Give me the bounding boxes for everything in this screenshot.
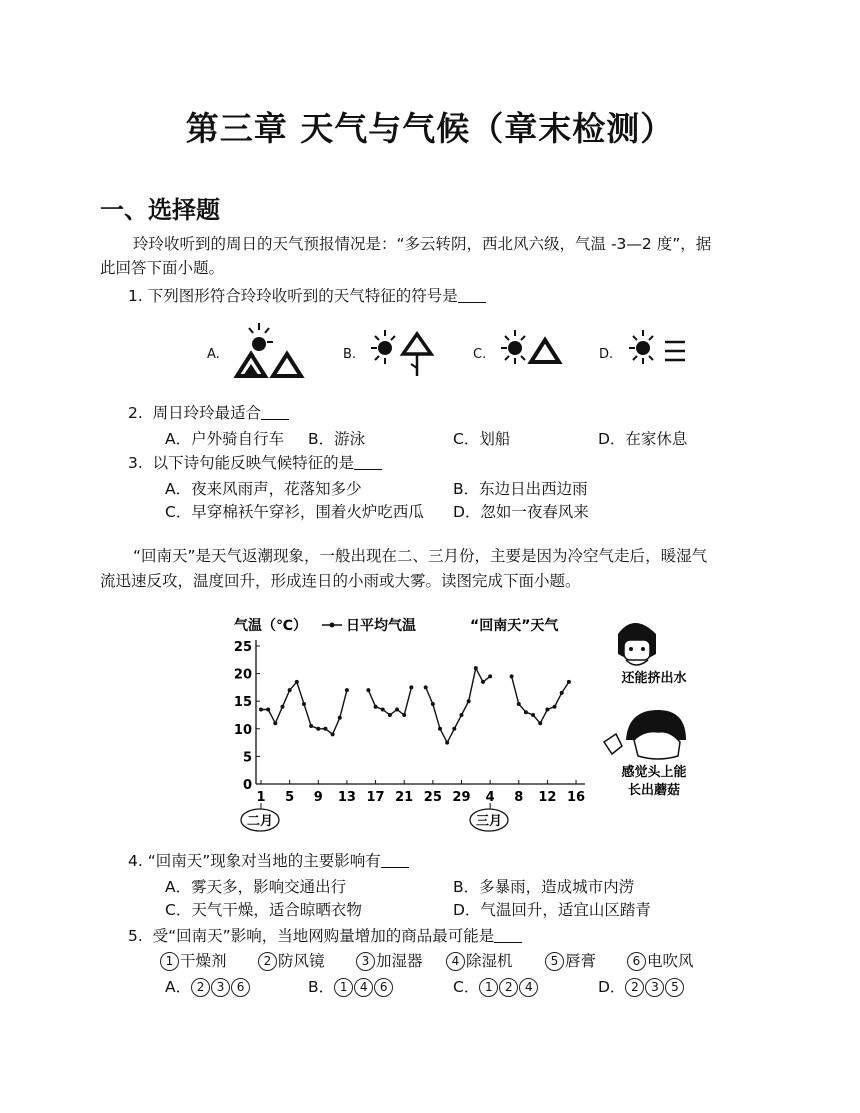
- weather-symbols: [195, 318, 705, 388]
- svg-text:二月: 二月: [246, 814, 274, 829]
- q5-option-b: B． 1 4 6: [308, 975, 394, 997]
- q3-option-d: D．忽如一夜春风来: [453, 503, 589, 521]
- data-point: [366, 688, 370, 692]
- data-point: [402, 713, 406, 717]
- intro2-line1: “回南天”是天气返潮现象，一般出现在二、三月份，主要是因为冷空气走后，暖湿气: [133, 547, 708, 565]
- q3-option-c: C．早穿棉袄午穿衫，围着火炉吃西瓜: [165, 503, 424, 521]
- series-line: [512, 676, 569, 723]
- data-point: [488, 674, 492, 678]
- data-point: [309, 724, 313, 728]
- data-point: [388, 713, 392, 717]
- month-label-mar: [470, 809, 508, 831]
- q1-option-b-label: B.: [343, 347, 357, 362]
- section-heading: 一、选择题: [100, 196, 220, 224]
- q4-option-c: C．天气干燥，适合晾晒衣物: [165, 901, 362, 919]
- data-point: [295, 680, 299, 684]
- cartoon-caption-2b: 长出蘑菇: [627, 783, 681, 798]
- q1-option-d-label: D.: [599, 347, 614, 362]
- data-point: [424, 685, 428, 689]
- series-line: [368, 687, 411, 715]
- data-point: [431, 702, 435, 706]
- q4-option-b: B．多暴雨，造成城市内涝: [453, 878, 635, 896]
- data-point: [531, 713, 535, 717]
- x-tick-label: 5: [285, 790, 295, 805]
- chart-right-label: “回南天”天气: [470, 618, 559, 634]
- q3-number: 3.: [128, 454, 143, 472]
- q5-number: 5.: [128, 927, 143, 945]
- q5-option-a: A． 2 3 6: [165, 975, 251, 997]
- q5-item-3: 3 加湿器: [356, 949, 423, 971]
- month-label-feb: [241, 809, 279, 831]
- q3-option-a: A．夜来风雨声，花落知多少: [165, 480, 362, 498]
- y-tick-label: 10: [233, 722, 252, 738]
- x-tick-label: 13: [337, 790, 356, 805]
- data-point: [409, 685, 413, 689]
- x-tick-label: 4: [485, 790, 495, 805]
- intro2-line2: 流迅速反攻，温度回升，形成连日的小雨或大雾。读图完成下面小题。: [100, 572, 581, 590]
- symbol-c-sun-cloud-icon: [501, 330, 559, 364]
- x-tick-label: 16: [566, 790, 586, 805]
- y-tick-label: 25: [233, 640, 252, 655]
- x-tick-label: 29: [452, 790, 471, 805]
- q2-option-b: B．游泳: [308, 430, 366, 448]
- y-tick-label: 20: [233, 667, 252, 683]
- q5-text: 受“回南天”影响，当地网购量增加的商品最可能是: [152, 927, 495, 945]
- answer-blank: [381, 853, 409, 868]
- q2-text: 周日玲玲最适合: [152, 404, 262, 422]
- data-point: [560, 691, 564, 695]
- q5-item-2: 2 防风镜: [258, 949, 325, 971]
- legend-label: 日平均气温: [346, 618, 416, 634]
- cartoon-mushroom-head-icon: [604, 710, 686, 759]
- q4-number: 4.: [128, 852, 143, 870]
- data-point: [331, 732, 335, 736]
- data-point: [474, 666, 478, 670]
- intro1-line1: 玲玲收听到的周日的天气预报情况是：“多云转阴，西北风六级，气温 -3—2 度”，据: [133, 235, 712, 253]
- question-2: [128, 401, 289, 425]
- y-tick-label: 0: [242, 778, 252, 793]
- data-point: [345, 688, 349, 692]
- answer-blank: [458, 288, 486, 303]
- q3-text: 以下诗句能反映气候特征的是: [152, 454, 355, 472]
- symbol-d-sun-fog-icon: [629, 330, 685, 364]
- cartoon-caption-1: 还能挤出水: [621, 671, 687, 686]
- data-point: [374, 705, 378, 709]
- question-1: [128, 284, 486, 308]
- data-point: [259, 707, 263, 711]
- chart-legend: [322, 617, 416, 634]
- data-point: [395, 707, 399, 711]
- page-title: 第三章 天气与气候（章末检测）: [185, 109, 675, 148]
- q4-option-d: D．气温回升，适宜山区踏青: [453, 901, 651, 919]
- q1-number: 1.: [128, 287, 143, 305]
- x-tick-label: 1: [256, 790, 266, 805]
- q5-item-4: 4 除湿机: [446, 949, 513, 971]
- series-line: [261, 682, 347, 734]
- x-tick-label: 8: [514, 790, 524, 805]
- q1-option-c-label: C.: [473, 347, 487, 362]
- data-point: [517, 702, 521, 706]
- data-point: [266, 707, 270, 711]
- cartoons: [598, 612, 710, 802]
- data-point: [538, 721, 542, 725]
- q1-text: 下列图形符合玲玲收听到的天气特征的符号是: [147, 287, 458, 305]
- data-point: [545, 707, 549, 711]
- series-line: [426, 668, 490, 743]
- answer-blank: [494, 928, 522, 943]
- data-point: [459, 713, 463, 717]
- x-tick-label: 25: [423, 790, 442, 805]
- q2-number: 2.: [128, 404, 143, 422]
- chart-ylabel: 气温（℃）: [234, 618, 307, 634]
- question-3: [128, 451, 382, 475]
- q5-option-d: D． 2 3 5: [598, 975, 685, 997]
- answer-blank: [354, 455, 382, 470]
- data-point: [288, 688, 292, 692]
- q5-item-1: 1 干燥剂: [160, 949, 227, 971]
- q3-option-b: B．东边日出西边雨: [453, 480, 588, 498]
- data-point: [524, 710, 528, 714]
- y-tick-label: 15: [233, 695, 252, 711]
- data-point: [338, 716, 342, 720]
- q2-option-c: C．划船: [453, 430, 511, 448]
- x-tick-label: 12: [538, 790, 557, 805]
- question-5: [128, 924, 522, 948]
- data-point: [481, 680, 485, 684]
- data-point: [323, 727, 327, 731]
- q5-item-6: 6 电吹风: [627, 949, 694, 971]
- intro1-line2: 此回答下面小题。: [100, 259, 225, 277]
- q4-option-a: A．雾天多，影响交通出行: [165, 878, 347, 896]
- q4-text: “回南天”现象对当地的主要影响有: [147, 852, 381, 870]
- data-point: [467, 699, 471, 703]
- q1-option-a-label: A.: [207, 347, 220, 362]
- data-point: [445, 741, 449, 745]
- y-tick-label: 5: [242, 750, 252, 766]
- q2-option-d: D．在家休息: [598, 430, 688, 448]
- data-point: [452, 727, 456, 731]
- cartoon-squeeze-water-icon: [618, 623, 656, 665]
- data-point: [567, 680, 571, 684]
- cartoon-caption-2: 感觉头上能: [621, 765, 687, 780]
- data-point: [302, 702, 306, 706]
- data-point: [273, 721, 277, 725]
- data-point: [438, 727, 442, 731]
- x-tick-label: 17: [366, 790, 385, 805]
- q5-item-5: 5 唇膏: [545, 949, 596, 971]
- x-tick-label: 9: [313, 790, 323, 805]
- data-point: [280, 705, 284, 709]
- x-tick-label: 21: [395, 790, 414, 805]
- svg-text:三月: 三月: [475, 814, 503, 829]
- answer-blank: [261, 405, 289, 420]
- chart-series: [259, 666, 571, 745]
- q2-option-a: A．户外骑自行车: [165, 430, 285, 448]
- data-point: [316, 727, 320, 731]
- data-point: [510, 674, 514, 678]
- symbol-a-sun-cloud-cloud-icon: [237, 323, 301, 376]
- question-4: [128, 849, 409, 873]
- symbol-b-sun-umbrella-icon: [371, 330, 431, 376]
- data-point: [381, 707, 385, 711]
- data-point: [553, 705, 557, 709]
- q5-option-c: C． 1 2 4: [453, 975, 539, 997]
- chart-axes: [234, 640, 585, 809]
